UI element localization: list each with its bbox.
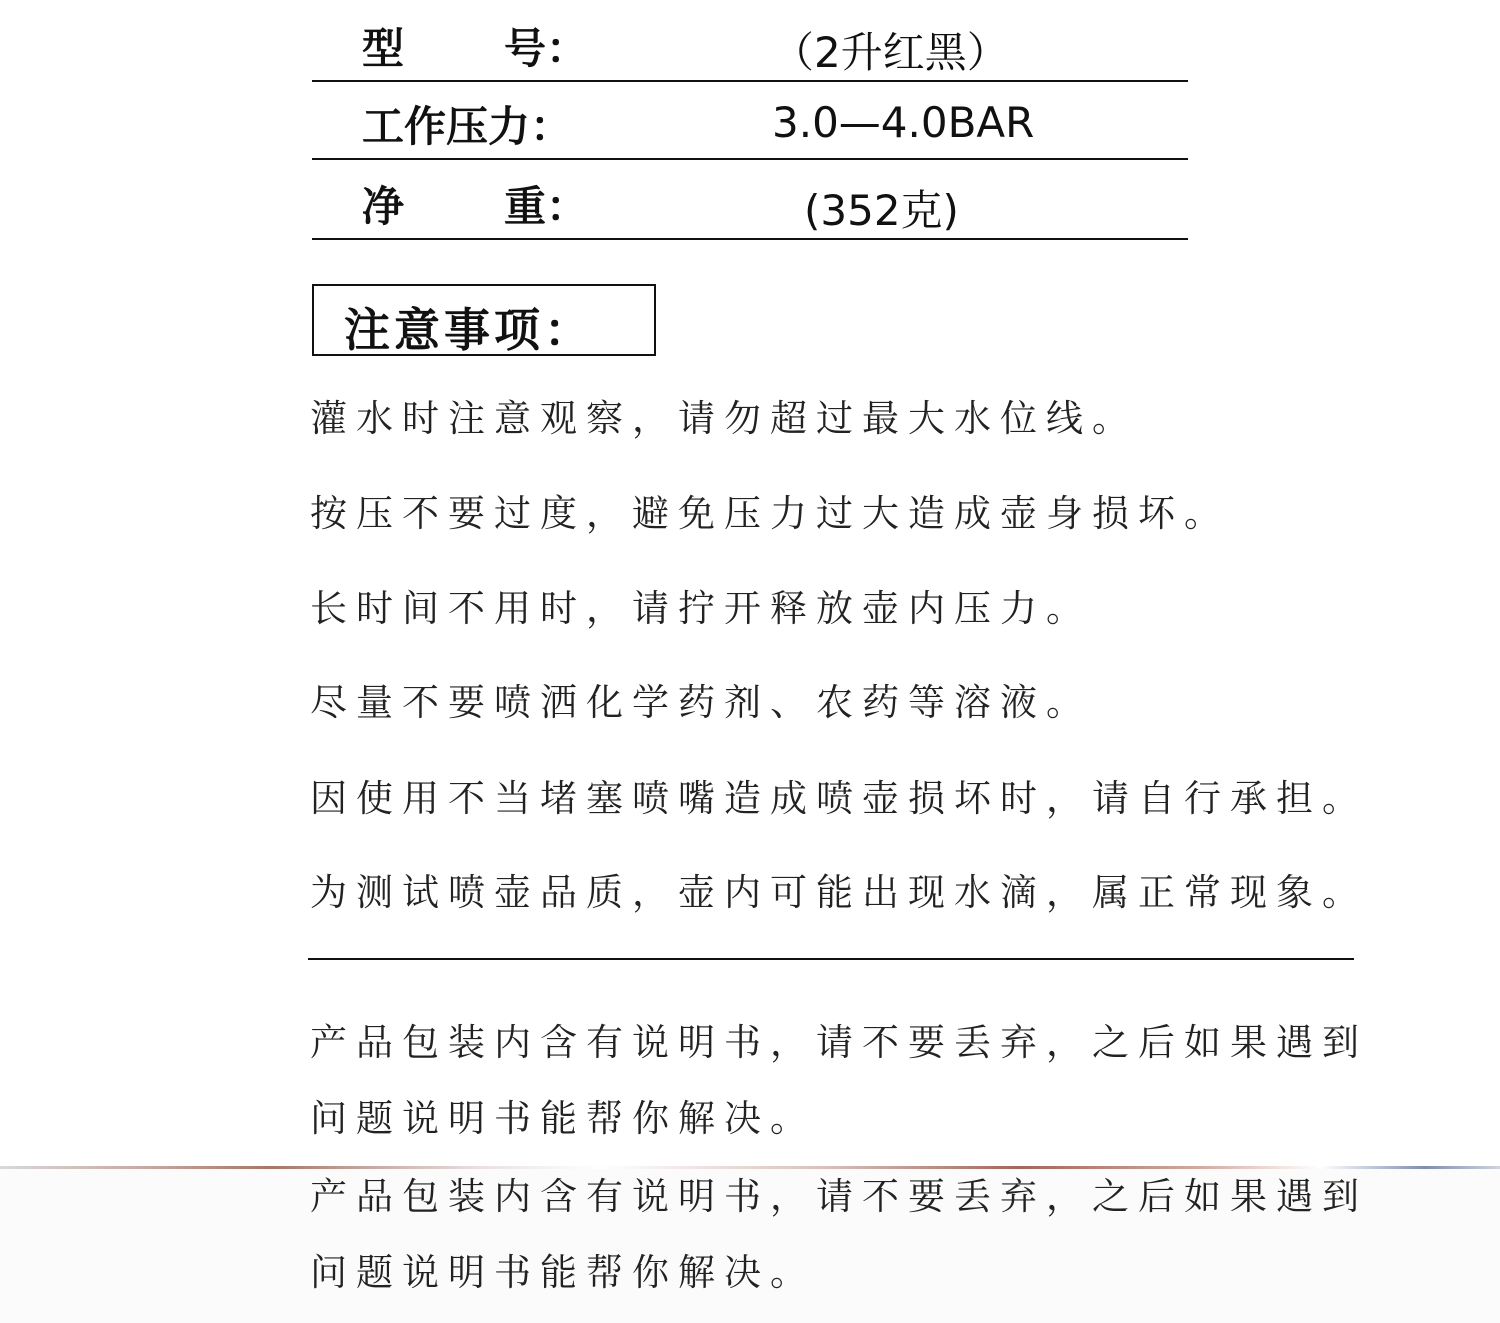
note-line: 按压不要过度，避免压力过大造成壶身损坏。 (310, 492, 1230, 535)
manual-note-repeat-line-1: 产品包装内含有说明书，请不要丢弃，之后如果遇到 (310, 1175, 1368, 1218)
spec-value-pressure: 3.0—4.0BAR (772, 98, 1035, 147)
spec-row-pressure (312, 80, 1188, 160)
spec-row-weight (312, 160, 1188, 240)
note-line: 灌水时注意观察，请勿超过最大水位线。 (310, 397, 1138, 440)
spec-label-model: 型 号 ： (362, 24, 589, 73)
note-line: 为测试喷壶品质，壶内可能出现水滴，属正常现象。 (310, 871, 1368, 914)
spec-row-model (312, 2, 1188, 82)
section-divider (308, 958, 1354, 960)
note-line: 尽量不要喷洒化学药剂、农药等溶液。 (310, 681, 1092, 724)
note-line: 因使用不当堵塞喷嘴造成喷壶损坏时，请自行承担。 (310, 777, 1368, 820)
spec-value-weight: (352克) (804, 186, 959, 235)
spec-label-pressure: 工 作 压 力 ： (362, 102, 573, 151)
manual-note-line-2: 问题说明书能帮你解决。 (310, 1097, 816, 1140)
manual-note-line-1: 产品包装内含有说明书，请不要丢弃，之后如果遇到 (310, 1021, 1368, 1064)
note-line: 长时间不用时，请拧开释放壶内压力。 (310, 587, 1092, 630)
spec-value-model: （2升红黑） (772, 28, 1009, 77)
manual-note-repeat-line-2: 问题说明书能帮你解决。 (310, 1251, 816, 1294)
spec-rule (312, 238, 1188, 240)
spec-label-weight: 净 重 ： (362, 182, 589, 231)
notice-heading: 注意事项： (344, 303, 594, 357)
notice-heading-box (312, 284, 656, 356)
